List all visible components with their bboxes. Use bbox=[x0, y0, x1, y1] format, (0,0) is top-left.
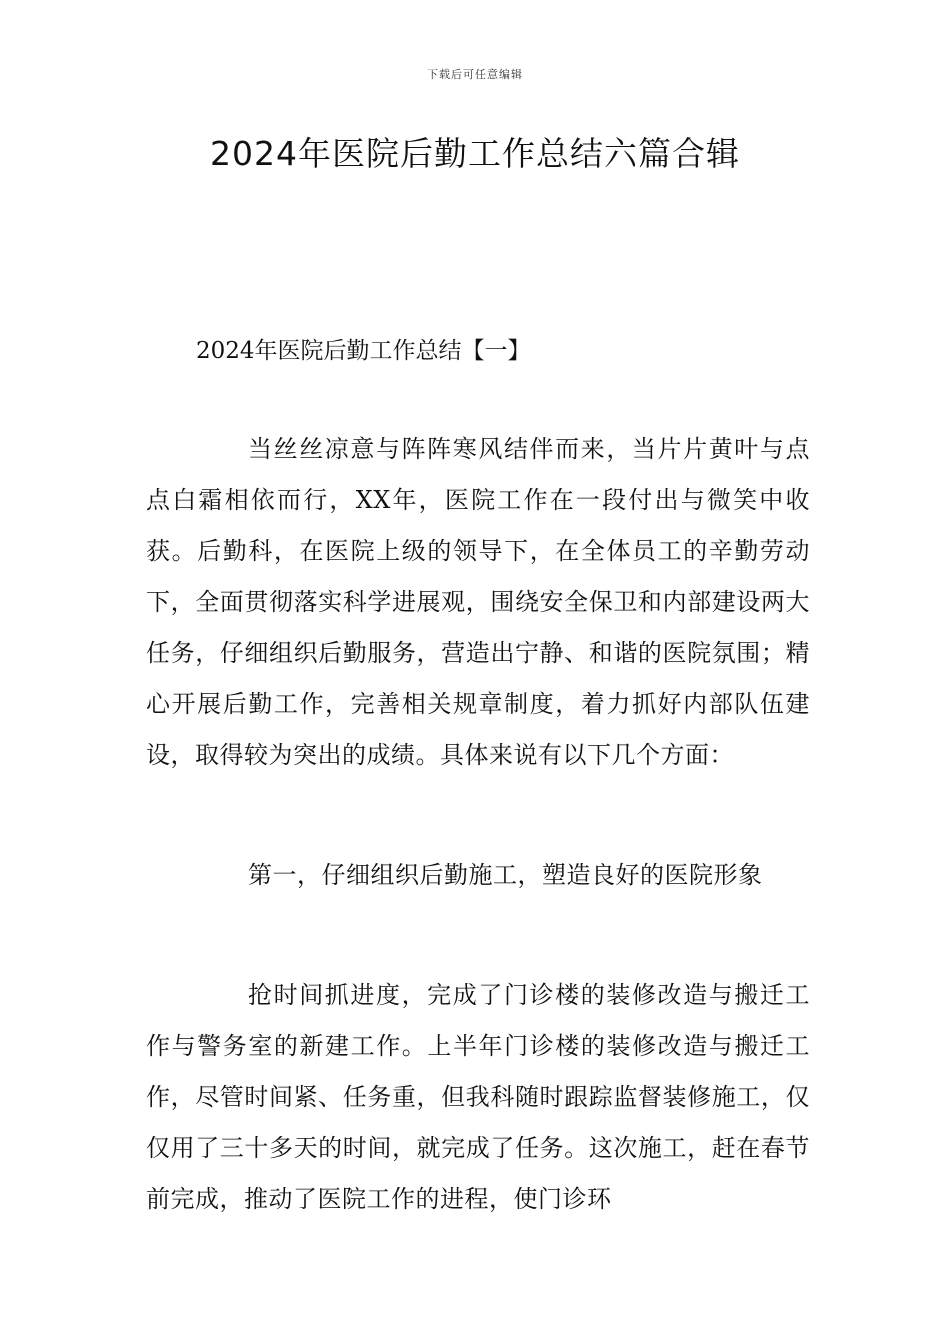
body-paragraph-1: 当丝丝凉意与阵阵寒风结伴而来，当片片黄叶与点点白霜相依而行，XX年，医院工作在一段付出与微笑中收获。后勤科，在医院上级的领导下，在全体员工的辛勤劳动下，全面贯彻落实科学进展观，围绕安全保卫和内部建设两大任务，仔细组织后勤服务，营造出宁静、和谐的医院氛围；精心开展后勤工作，完善相关规章制度，着力抓好内部队伍建设，取得较为突出的成绩。具体来说有以下几个方面： bbox=[146, 435, 810, 769]
document-title: 2024年医院后勤工作总结六篇合辑 bbox=[210, 134, 740, 173]
section-heading: 2024年医院后勤工作总结【一】 bbox=[196, 338, 531, 364]
body-paragraph-2: 抢时间抓进度，完成了门诊楼的装修改造与搬迁工作与警务室的新建工作。上半年门诊楼的装修改造与搬迁工作，尽管时间紧、任务重，但我科随时跟踪监督装修施工，仅仅用了三十多天的时间，就完成了任务。这次施工，赶在春节前完成，推动了医院工作的进程，使门诊环 bbox=[146, 981, 810, 1213]
header-note: 下载后可任意编辑 bbox=[427, 68, 523, 81]
subheading-1: 第一，仔细组织后勤施工，塑造良好的医院形象 bbox=[248, 861, 763, 889]
